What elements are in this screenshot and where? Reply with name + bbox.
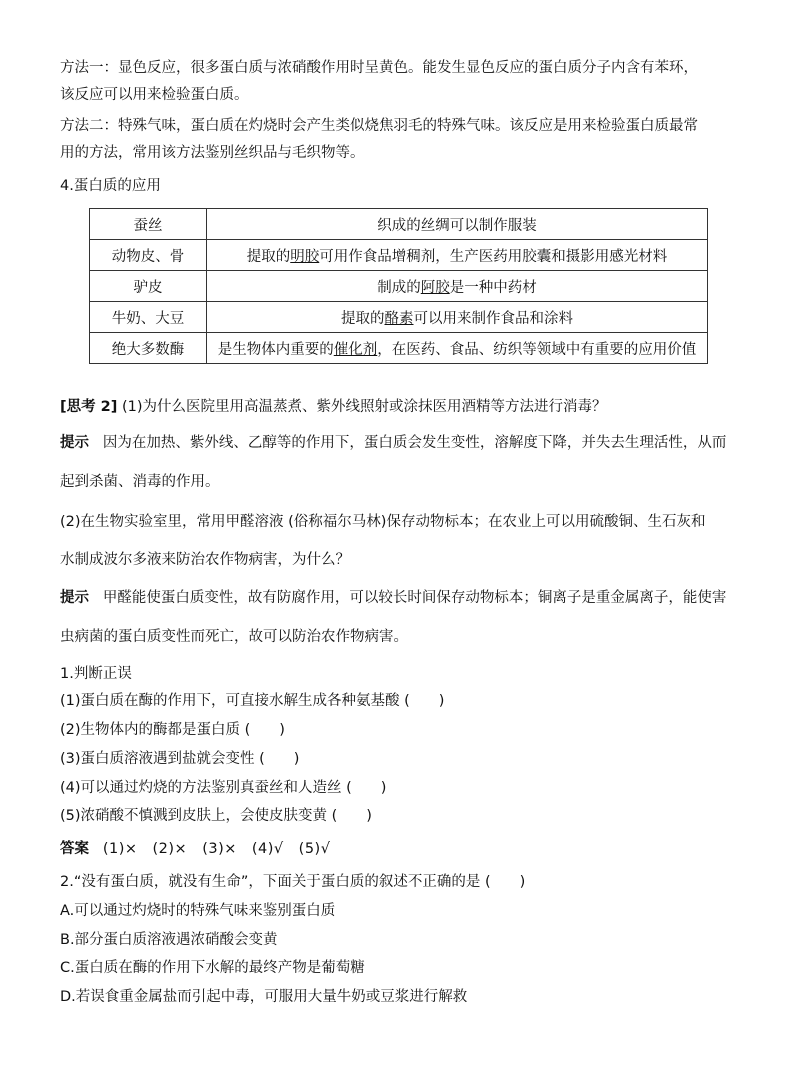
- think2-question2-line2: 水制成波尔多液来防治农作物病害，为什么？: [60, 552, 350, 568]
- table-cell-name: 驴皮: [90, 271, 207, 302]
- think2-answer1-line1: 提示 因为在加热、紫外线、乙醇等的作用下，蛋白质会发生变性，溶解度下降，并失去生理活性，从而: [60, 435, 727, 451]
- table-cell-name: 蚕丝: [90, 209, 207, 240]
- table-cell-name: 牛奶、大豆: [90, 302, 207, 333]
- q2-option-d: D.若误食重金属盐而引起中毒，可服用大量牛奶或豆浆进行解救: [60, 989, 468, 1005]
- protein-application-table: [89, 208, 708, 364]
- method2-line2: 用的方法，常用该方法鉴别丝织品与毛织物等。: [60, 145, 365, 161]
- think2-question1: [思考 2] (1)为什么医院里用高温蒸煮、紫外线照射或涂抹医用酒精等方法进行消毒？: [60, 399, 607, 415]
- keyword: 酪素: [384, 310, 414, 327]
- method1-line2: 该反应可以用来检验蛋白质。: [60, 87, 249, 103]
- think2-answer2-line1: 提示 甲醛能使蛋白质变性，故有防腐作用，可以较长时间保存动物标本；铜离子是重金属离子，能使害: [60, 590, 727, 606]
- table-cell-use: 制成的阿胶是一种中药材: [207, 271, 708, 302]
- q1-answer: 答案 (1)× (2)× (3)× (4)√ (5)√: [60, 841, 331, 857]
- method1-line1: 方法一：显色反应，很多蛋白质与浓硝酸作用时呈黄色。能发生显色反应的蛋白质分子内含有苯环，: [60, 60, 698, 76]
- q1-item: (4)可以通过灼烧的方法鉴别真蚕丝和人造丝 ( ): [60, 780, 387, 796]
- section4-title: 4.蛋白质的应用: [60, 178, 161, 194]
- think2-question2-line1: (2)在生物实验室里，常用甲醛溶液 (俗称福尔马林)保存动物标本；在农业上可以用硫酸铜、生石灰和: [60, 514, 706, 530]
- think2-tag: [思考 2]: [60, 399, 118, 415]
- keyword: 明胶: [290, 248, 320, 265]
- table-row: [90, 333, 708, 364]
- q2-option-b: B.部分蛋白质溶液遇浓硝酸会变黄: [60, 932, 278, 948]
- table-cell-use: 提取的酪素可以用来制作食品和涂料: [207, 302, 708, 333]
- table-row: [90, 209, 708, 240]
- keyword: 催化剂: [333, 341, 378, 358]
- answer-label: 答案: [60, 841, 89, 857]
- q2-option-a: A.可以通过灼烧时的特殊气味来鉴别蛋白质: [60, 903, 336, 919]
- table-cell-use: 织成的丝绸可以制作服装: [207, 209, 708, 240]
- table-row: [90, 302, 708, 333]
- think2-answer2-line2: 虫病菌的蛋白质变性而死亡，故可以防治农作物病害。: [60, 629, 408, 645]
- table-row: [90, 240, 708, 271]
- hint-label: 提示: [60, 590, 89, 606]
- keyword: 阿胶: [420, 279, 450, 296]
- method2-line1: 方法二：特殊气味，蛋白质在灼烧时会产生类似烧焦羽毛的特殊气味。该反应是用来检验蛋白质最常: [60, 118, 698, 134]
- table-row: [90, 271, 708, 302]
- q1-item: (1)蛋白质在酶的作用下，可直接水解生成各种氨基酸 ( ): [60, 693, 445, 709]
- q1-item: (3)蛋白质溶液遇到盐就会变性 ( ): [60, 751, 300, 767]
- table-cell-use: 是生物体内重要的催化剂，在医药、食品、纺织等领域中有重要的应用价值: [207, 333, 708, 364]
- q1-item: (2)生物体内的酶都是蛋白质 ( ): [60, 722, 285, 738]
- table-cell-name: 动物皮、骨: [90, 240, 207, 271]
- hint-label: 提示: [60, 435, 89, 451]
- q2-stem: 2.“没有蛋白质，就没有生命”，下面关于蛋白质的叙述不正确的是 ( ): [60, 874, 526, 890]
- table-cell-use: 提取的明胶可用作食品增稠剂，生产医药用胶囊和摄影用感光材料: [207, 240, 708, 271]
- think2-answer1-line2: 起到杀菌、消毒的作用。: [60, 474, 220, 490]
- q1-item: (5)浓硝酸不慎溅到皮肤上，会使皮肤变黄 ( ): [60, 808, 372, 824]
- table-cell-name: 绝大多数酶: [90, 333, 207, 364]
- q1-title: 1.判断正误: [60, 666, 132, 682]
- q2-option-c: C.蛋白质在酶的作用下水解的最终产物是葡萄糖: [60, 960, 365, 976]
